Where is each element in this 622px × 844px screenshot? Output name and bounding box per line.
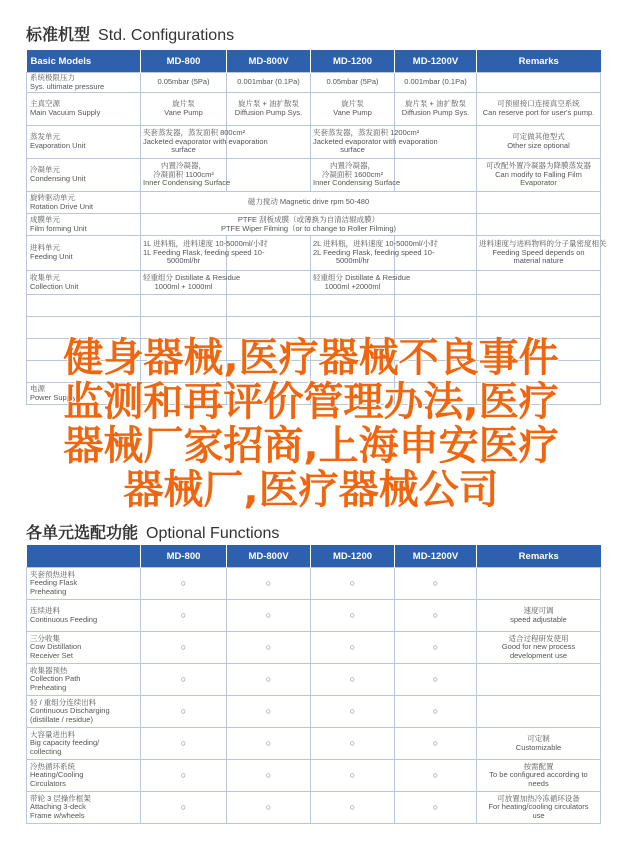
- option-circle: ○: [395, 760, 477, 792]
- row-label-line: Rotation Drive Unit: [30, 201, 93, 211]
- optional-functions-table: [26, 545, 601, 824]
- model-cell: [141, 126, 268, 159]
- cell-line: 磁力搅动 Magnetic drive rpm 50-480: [247, 197, 370, 207]
- cell-line: use: [532, 810, 545, 820]
- cell-line: 5000ml/hr: [166, 256, 201, 266]
- row-label: [27, 696, 141, 728]
- table-row: [27, 696, 601, 728]
- cell-line: Good for new process: [501, 642, 576, 652]
- row-label-line: Collection Path: [30, 674, 81, 684]
- option-circle: ○: [227, 664, 311, 696]
- cell-line: PTFE Wiper Filming（or to change to Roller Filming): [220, 223, 397, 233]
- overlay-line: 健身器械,医疗器械不良事件: [63, 335, 559, 381]
- cell-line: 内置冷凝器，: [161, 161, 206, 171]
- cell-line: For heating/cooling circulators: [488, 802, 589, 812]
- spanning-cell: [141, 214, 477, 236]
- cell-line: 适合过程研发使用: [508, 633, 569, 643]
- cell-line: 旋片泵: [341, 99, 364, 109]
- opt-header-cell: MD-800V: [227, 545, 311, 568]
- option-circle: ○: [311, 568, 395, 600]
- row-label-line: 冷凝单元: [30, 165, 60, 175]
- remarks-cell: [477, 73, 601, 93]
- remarks-cell: [477, 792, 601, 824]
- cell-line: speed adjustable: [510, 614, 567, 624]
- table-row: [27, 664, 601, 696]
- table-row: [27, 760, 601, 792]
- spanning-cell: [141, 192, 477, 214]
- option-circle: ○: [227, 600, 311, 632]
- row-label-line: 夹套预热进料: [30, 569, 75, 579]
- option-circle: ○: [395, 728, 477, 760]
- option-circle: ○: [311, 664, 395, 696]
- option-circle: ○: [227, 632, 311, 664]
- cell-line: 0.05mbar (5Pa): [157, 77, 210, 87]
- row-label-line: Attaching 3-deck: [30, 802, 86, 812]
- cell-line: Jacketed evaporator with evaporation: [313, 136, 438, 146]
- opt-header-cell: Remarks: [477, 545, 601, 568]
- row-label-line: Heating/Cooling: [30, 770, 84, 780]
- model-cell: [395, 73, 477, 93]
- option-circle: ○: [141, 728, 227, 760]
- option-circle: ○: [311, 760, 395, 792]
- row-label: [27, 271, 141, 295]
- row-label-line: collecting: [30, 746, 62, 756]
- model-cell: [395, 159, 477, 192]
- overlay-line: 器械厂,医疗器械公司: [123, 467, 499, 513]
- table-row: [27, 792, 601, 824]
- option-circle: ○: [395, 568, 477, 600]
- cell-line: Diffusion Pump Sys.: [401, 108, 470, 117]
- cell-line: Can modify to Falling Film: [495, 169, 582, 179]
- row-label-line: 冷热循环系统: [30, 761, 75, 771]
- cell-line: 冷凝面积 1600cm²: [321, 169, 384, 179]
- row-label: [27, 295, 141, 317]
- option-circle: ○: [227, 760, 311, 792]
- row-label: [27, 632, 141, 664]
- table-row: [27, 73, 601, 93]
- row-label-line: Main Vacuum Supply: [30, 108, 101, 117]
- cell-line: 旋片泵 + 油扩散泵: [237, 99, 300, 109]
- remarks-cell: [477, 236, 607, 271]
- std-header-cell: Basic Models: [27, 50, 141, 73]
- cell-line: surface: [171, 145, 196, 155]
- table-row: [27, 192, 601, 214]
- table-row: [27, 93, 601, 126]
- cell-line: Can reserve port for user's pump.: [482, 108, 595, 117]
- row-label-line: Preheating: [30, 586, 67, 596]
- cell-line: Evaporator: [520, 178, 557, 188]
- row-label: [27, 73, 141, 93]
- option-circle: ○: [227, 728, 311, 760]
- table-row: [27, 568, 601, 600]
- cell-line: Jacketed evaporator with evaporation: [143, 136, 268, 146]
- std-title-en: Std. Configurations: [98, 27, 235, 44]
- cell-line: 0.001mbar (0.1Pa): [404, 77, 467, 87]
- cell-line: 进料速度与进料物料的分子量密度相关: [479, 239, 607, 249]
- model-cell: [311, 271, 411, 295]
- table-row: [27, 126, 601, 159]
- row-label-line: Continuous Discharging: [30, 706, 110, 716]
- table-row: [27, 271, 601, 295]
- std-header-cell: MD-1200V: [395, 50, 477, 73]
- cell-line: 1000ml + 1000ml: [154, 281, 213, 291]
- table-row: [27, 159, 601, 192]
- remarks-cell: [477, 295, 601, 317]
- std-header-cell: MD-800V: [227, 50, 311, 73]
- cell-line: 1L Feeding Flask, feeding speed 10-: [143, 247, 265, 257]
- row-label: [27, 236, 141, 271]
- remarks-cell: [477, 760, 601, 792]
- option-circle: ○: [227, 568, 311, 600]
- row-label: [27, 93, 141, 126]
- remarks-cell: [477, 192, 601, 214]
- opt-title-cn: 各单元选配功能: [26, 523, 139, 542]
- cell-line: 旋片泵: [172, 99, 195, 109]
- row-label-line: Sys. ultimate pressure: [30, 81, 105, 91]
- row-label-line: 电源: [30, 383, 45, 393]
- overlay-watermark-text: [0, 336, 622, 512]
- row-label-line: 连续进料: [30, 605, 60, 615]
- row-label-line: Big capacity feeding/: [30, 738, 100, 748]
- row-label-line: Continuous Feeding: [30, 614, 98, 624]
- model-cell: [141, 159, 231, 192]
- cell-line: Customizable: [515, 742, 562, 752]
- cell-line: 2L Feeding Flask, feeding speed 10-: [313, 247, 435, 257]
- option-circle: ○: [141, 664, 227, 696]
- option-circle: ○: [311, 728, 395, 760]
- option-circle: ○: [227, 792, 311, 824]
- model-cell: [311, 295, 395, 317]
- row-label-line: Frame w/wheels: [30, 810, 85, 820]
- remarks-cell: [477, 600, 601, 632]
- cell-line: Inner Condensing Surface: [313, 178, 401, 188]
- row-label-line: Circulators: [30, 778, 66, 788]
- model-cell: [311, 93, 395, 126]
- row-label-line: Evaporation Unit: [30, 141, 86, 150]
- model-cell: [227, 159, 311, 192]
- std-header-cell: MD-1200: [311, 50, 395, 73]
- remarks-cell: [477, 159, 601, 192]
- table-row: [27, 236, 601, 271]
- cell-line: 可放置加热冷冻循环设备: [497, 793, 580, 803]
- remarks-cell: [477, 664, 601, 696]
- option-circle: ○: [227, 696, 311, 728]
- option-circle: ○: [395, 664, 477, 696]
- model-cell: [141, 93, 227, 126]
- opt-header-cell: [27, 545, 141, 568]
- row-label-line: 系统极限压力: [30, 72, 75, 82]
- cell-line: 5000ml/hr: [335, 256, 370, 266]
- option-circle: ○: [141, 568, 227, 600]
- cell-line: 速度可调: [523, 605, 554, 615]
- opt-header-cell: MD-1200V: [395, 545, 477, 568]
- cell-line: 0.05mbar (5Pa): [326, 77, 379, 87]
- table-row: [27, 632, 601, 664]
- option-circle: ○: [141, 696, 227, 728]
- cell-line: 冷凝面积 1100cm²: [153, 169, 214, 179]
- cell-line: Other size optional: [507, 141, 570, 150]
- option-circle: ○: [141, 632, 227, 664]
- cell-line: 内置冷凝器，: [330, 161, 375, 171]
- model-cell: [395, 295, 477, 317]
- remarks-cell: [477, 126, 601, 159]
- remarks-cell: [477, 568, 601, 600]
- row-label-line: 成膜单元: [30, 214, 60, 224]
- model-cell: [311, 73, 395, 93]
- row-label-line: 三分收集: [30, 633, 60, 643]
- row-label-line: (distillate / residue): [30, 714, 93, 724]
- row-label-line: 收集单元: [30, 272, 60, 282]
- remarks-cell: [477, 632, 601, 664]
- opt-title-en: Optional Functions: [146, 525, 280, 542]
- cell-line: 旋片泵 + 油扩散泵: [404, 99, 467, 109]
- row-label-line: Cow Distillation: [30, 642, 82, 652]
- row-label: [27, 159, 141, 192]
- model-cell: [227, 93, 311, 126]
- row-label-line: 蒸发单元: [30, 132, 60, 142]
- cell-line: 2L 进料瓶，进料速度 10-5000ml/小时: [313, 239, 438, 249]
- remarks-cell: [477, 728, 601, 760]
- std-header-row: [27, 50, 601, 73]
- model-cell: [141, 271, 241, 295]
- option-circle: ○: [311, 600, 395, 632]
- option-circle: ○: [141, 792, 227, 824]
- std-header-cell: Remarks: [477, 50, 601, 73]
- table-row: [27, 728, 601, 760]
- cell-line: Feeding Speed depends on: [492, 247, 585, 257]
- cell-line: 可定做其他型式: [512, 132, 565, 142]
- overlay-line: 器械厂家招商,上海申安医疗: [63, 423, 559, 469]
- row-label-line: 收集器预热: [30, 665, 68, 675]
- table-row: [27, 295, 601, 317]
- std-section-title: [26, 22, 234, 45]
- model-cell: [395, 93, 477, 126]
- model-cell: [311, 236, 438, 271]
- cell-line: material nature: [513, 256, 564, 266]
- row-label: [27, 192, 141, 214]
- cell-line: 轻重组分 Distillate & Residue: [313, 272, 411, 282]
- option-circle: ○: [311, 792, 395, 824]
- row-label: [27, 126, 141, 159]
- std-header-cell: MD-800: [141, 50, 227, 73]
- cell-line: 夹套蒸发器，蒸发面积 800cm²: [143, 128, 246, 138]
- cell-line: 按需配置: [523, 761, 554, 771]
- option-circle: ○: [311, 696, 395, 728]
- cell-line: Vane Pump: [164, 108, 203, 117]
- cell-line: development use: [509, 650, 568, 660]
- row-label-line: Condensing Unit: [30, 174, 86, 183]
- table-row: [27, 214, 601, 236]
- model-cell: [141, 236, 268, 271]
- opt-header-cell: MD-800: [141, 545, 227, 568]
- row-label-line: 主真空源: [30, 99, 60, 109]
- cell-line: 0.001mbar (0.1Pa): [237, 77, 300, 87]
- cell-line: Vane Pump: [333, 108, 372, 117]
- cell-line: Inner Condensing Surface: [143, 178, 231, 188]
- row-label-line: 旋转驱动单元: [30, 192, 75, 202]
- row-label-line: Receiver Set: [30, 650, 73, 660]
- cell-line: Diffusion Pump Sys.: [234, 108, 303, 117]
- row-label-line: Film forming Unit: [30, 223, 87, 233]
- option-circle: ○: [395, 696, 477, 728]
- model-cell: [227, 73, 311, 93]
- option-circle: ○: [141, 600, 227, 632]
- std-title-cn: 标准机型: [26, 25, 91, 44]
- row-label: [27, 600, 141, 632]
- option-circle: ○: [395, 792, 477, 824]
- row-label-line: 轻 / 重组分连续出料: [30, 697, 97, 707]
- opt-header-cell: MD-1200: [311, 545, 395, 568]
- row-label-line: 带轮 3 层操作框架: [30, 793, 91, 803]
- cell-line: 1000ml +2000ml: [324, 281, 381, 291]
- row-label: [27, 664, 141, 696]
- row-label-line: 大容量进出料: [30, 729, 75, 739]
- row-label: [27, 792, 141, 824]
- row-label-line: 进料单元: [30, 243, 60, 253]
- remarks-cell: [477, 271, 601, 295]
- cell-line: 1L 进料瓶，进料速度 10-5000ml/小时: [143, 239, 268, 249]
- cell-line: PTFE 刮板成膜（或薄换为自清洁辊成膜）: [237, 214, 380, 224]
- row-label: [27, 760, 141, 792]
- remarks-cell: [477, 93, 601, 126]
- cell-line: 夹套蒸发器，蒸发面积 1200cm²: [313, 128, 420, 138]
- cell-line: 轻重组分 Distillate & Residue: [143, 272, 241, 282]
- remarks-cell: [477, 696, 601, 728]
- option-circle: ○: [395, 600, 477, 632]
- opt-header-row: [27, 545, 601, 568]
- row-label: [27, 728, 141, 760]
- row-label-line: Power Supply: [30, 392, 77, 402]
- option-circle: ○: [395, 632, 477, 664]
- option-circle: ○: [311, 632, 395, 664]
- opt-section-title: [26, 520, 279, 543]
- model-cell: [141, 73, 227, 93]
- row-label-line: Feeding Unit: [30, 252, 73, 261]
- model-cell: [311, 126, 438, 159]
- table-row: [27, 600, 601, 632]
- cell-line: needs: [528, 778, 549, 788]
- remarks-cell: [477, 214, 601, 236]
- model-cell: [227, 295, 311, 317]
- model-cell: [311, 159, 401, 192]
- row-label-line: Preheating: [30, 682, 67, 692]
- overlay-line: 监测和再评价管理办法,医疗: [63, 379, 559, 425]
- cell-line: To be configured according to: [489, 770, 588, 780]
- option-circle: ○: [141, 760, 227, 792]
- cell-line: surface: [340, 145, 365, 155]
- cell-line: 可预留接口连接真空系统: [497, 99, 580, 109]
- row-label: [27, 568, 141, 600]
- row-label-line: Feeding Flask: [30, 578, 78, 588]
- model-cell: [141, 295, 227, 317]
- cell-line: 可改配外置冷凝器为降膜蒸发器: [486, 161, 591, 171]
- cell-line: 可定制: [527, 733, 550, 743]
- row-label-line: Collection Unit: [30, 281, 79, 291]
- row-label: [27, 214, 141, 236]
